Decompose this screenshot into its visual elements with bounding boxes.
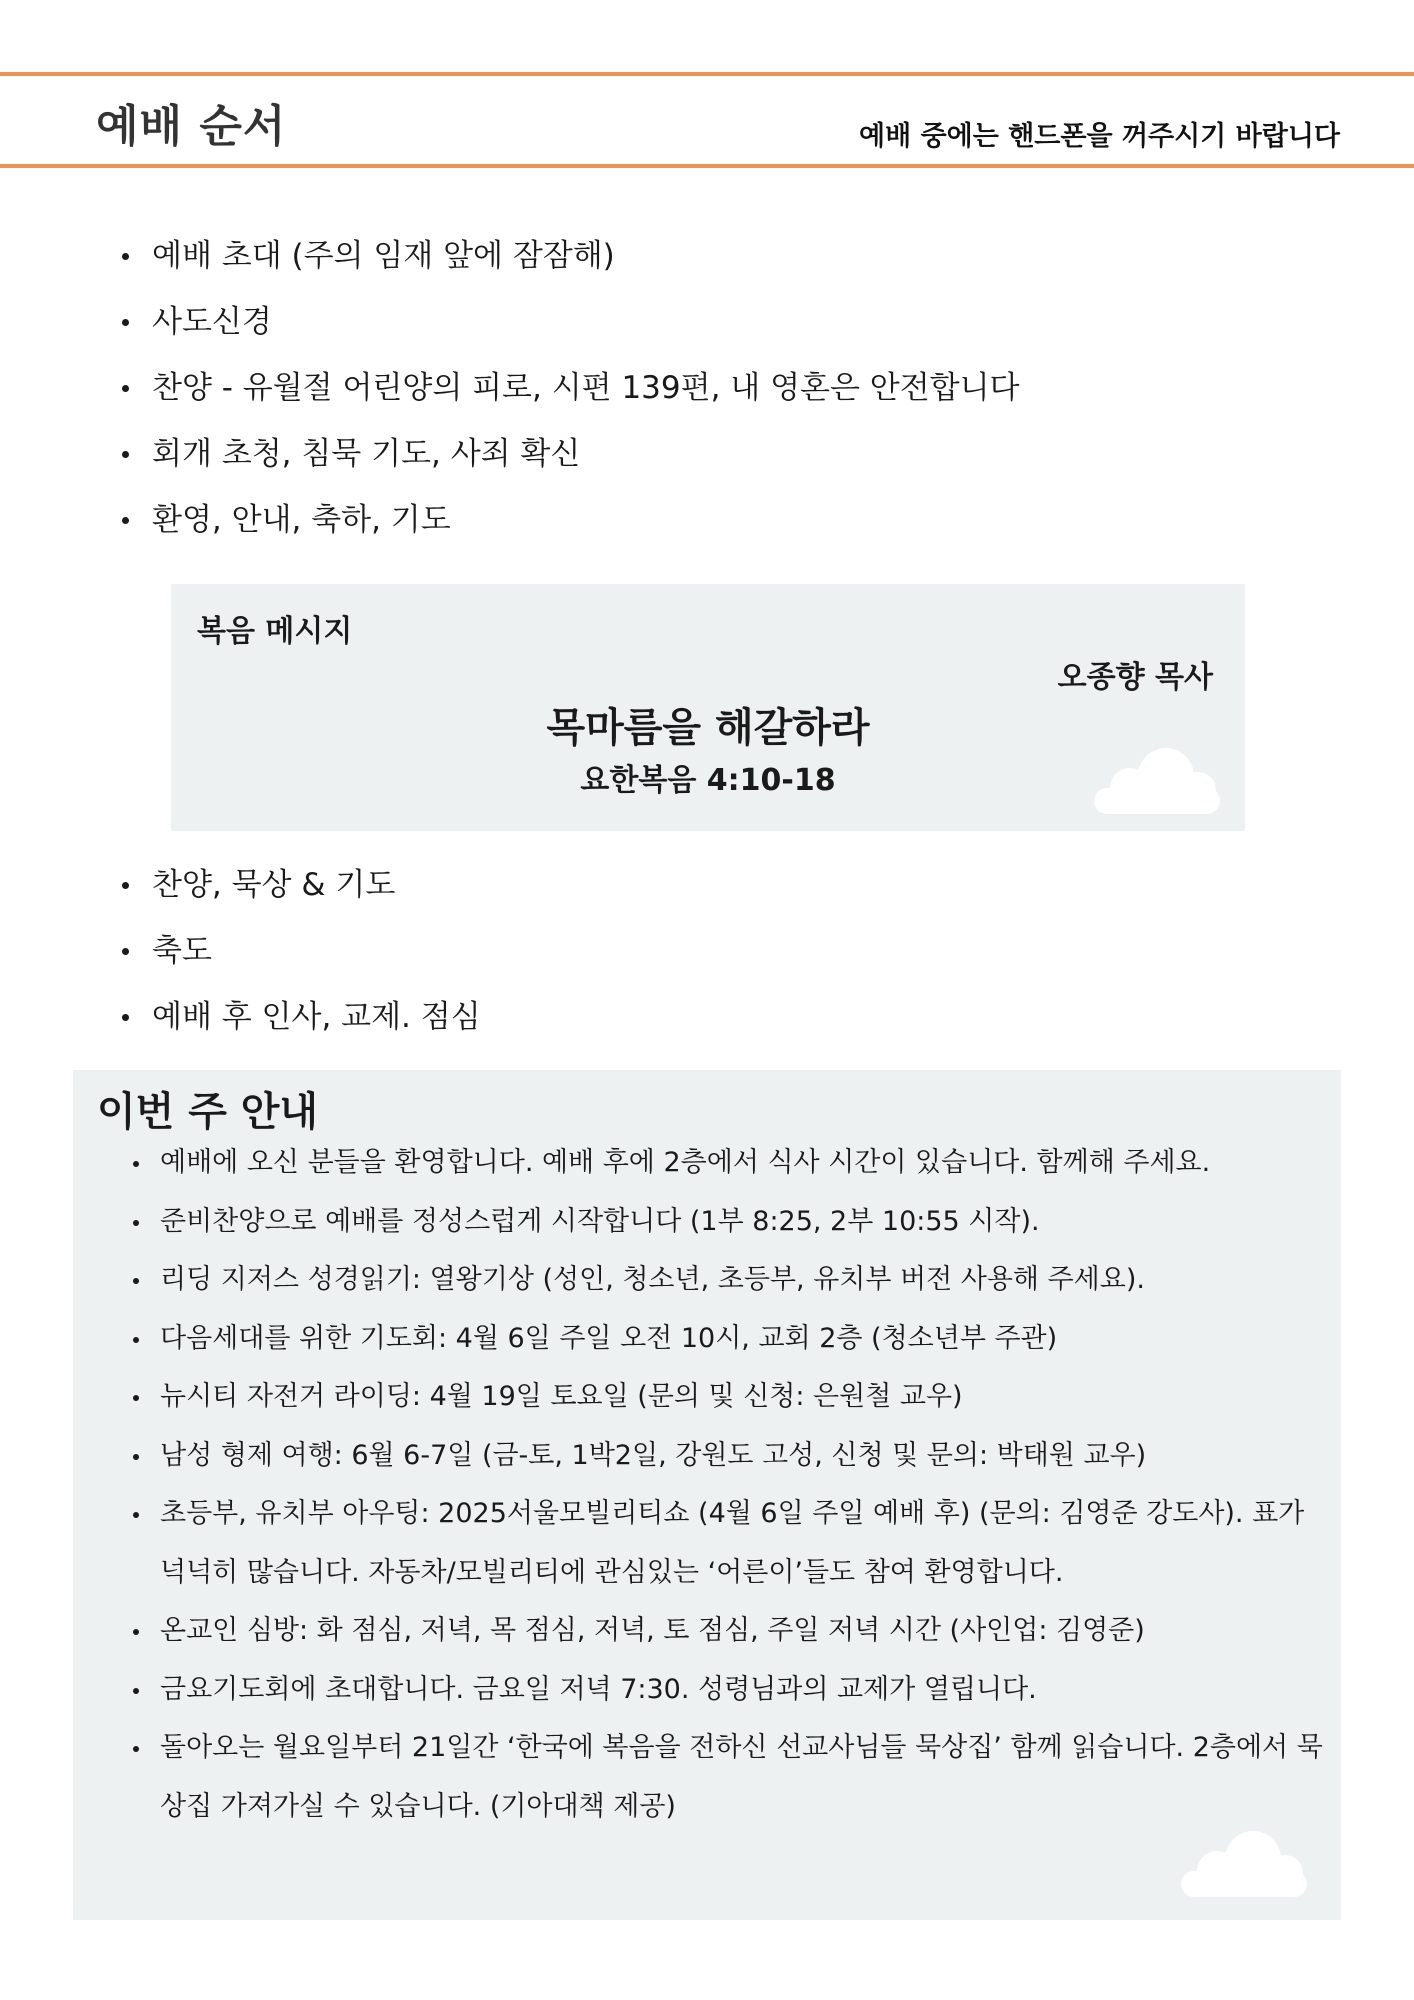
notice-item: 돌아오는 월요일부터 21일간 ‘한국에 복음을 전하신 선교사님들 묵상집’ 함께 읽습니다. 2층에서 묵상집 가져가실 수 있습니다. (기아대책 제공) <box>133 1719 1333 1836</box>
sermon-passage: 요한복음 4:10-18 <box>580 763 836 798</box>
notice-item: 준비찬양으로 예배를 정성스럽게 시작합니다 (1부 8:25, 2부 10:55 시작). <box>133 1193 1333 1252</box>
notice-item: 뉴시티 자전거 라이딩: 4월 19일 토요일 (문의 및 신청: 은원철 교우) <box>133 1368 1333 1427</box>
order-item: 예배 후 인사, 교제. 점심 <box>122 984 481 1050</box>
worship-order-list-top <box>122 223 1020 553</box>
notice-item: 온교인 심방: 화 점심, 저녁, 목 점심, 저녁, 토 점심, 주일 저녁 시간 (사인업: 김영준) <box>133 1602 1333 1661</box>
order-item: 회개 초청, 침묵 기도, 사죄 확신 <box>122 421 1020 487</box>
phone-notice: 예배 중에는 핸드폰을 꺼주시기 바랍니다 <box>859 121 1340 152</box>
worship-order-list-bottom <box>122 852 481 1050</box>
order-item: 환영, 안내, 축하, 기도 <box>122 487 1020 553</box>
order-item: 찬양 - 유월절 어린양의 피로, 시편 139편, 내 영혼은 안전합니다 <box>122 355 1020 421</box>
order-item: 찬양, 묵상 & 기도 <box>122 852 481 918</box>
weekly-notices-box <box>73 1070 1341 1920</box>
page-title: 예배 순서 <box>96 101 287 152</box>
notice-item: 다음세대를 위한 기도회: 4월 6일 주일 오전 10시, 교회 2층 (청소년부 주관) <box>133 1310 1333 1369</box>
page-header <box>0 72 1414 168</box>
cloud-icon <box>1177 1825 1313 1899</box>
sermon-label: 복음 메시지 <box>197 614 353 649</box>
notices-title: 이번 주 안내 <box>97 1089 319 1135</box>
order-item: 축도 <box>122 918 481 984</box>
sermon-title: 목마름을 해갈하라 <box>546 705 870 751</box>
order-item: 사도신경 <box>122 289 1020 355</box>
sermon-preacher: 오종향 목사 <box>1057 660 1213 695</box>
notice-item: 리딩 지저스 성경읽기: 열왕기상 (성인, 청소년, 초등부, 유치부 버전 사용해 주세요). <box>133 1251 1333 1310</box>
cloud-icon <box>1090 742 1226 816</box>
notice-item: 남성 형제 여행: 6월 6-7일 (금-토, 1박2일, 강원도 고성, 신청 및 문의: 박태원 교우) <box>133 1427 1333 1486</box>
notice-item: 초등부, 유치부 아우팅: 2025서울모빌리티쇼 (4월 6일 주일 예배 후) (문의: 김영준 강도사). 표가 넉넉히 많습니다. 자동차/모빌리티에 관심있는 ‘어른이’들도 참여 환영합니다. <box>133 1485 1333 1602</box>
notices-list <box>133 1134 1333 1836</box>
notice-item: 예배에 오신 분들을 환영합니다. 예배 후에 2층에서 식사 시간이 있습니다. 함께해 주세요. <box>133 1134 1333 1193</box>
order-item: 예배 초대 (주의 임재 앞에 잠잠해) <box>122 223 1020 289</box>
sermon-box <box>171 584 1245 831</box>
notice-item: 금요기도회에 초대합니다. 금요일 저녁 7:30. 성령님과의 교제가 열립니다. <box>133 1661 1333 1720</box>
